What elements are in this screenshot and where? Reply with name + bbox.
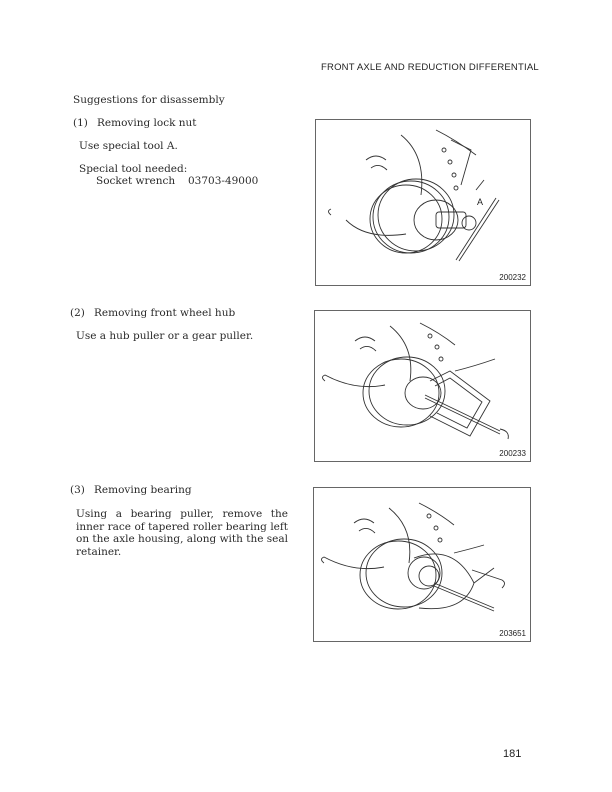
hub-puller-illustration — [315, 311, 530, 461]
figure-removing-front-wheel-hub — [314, 310, 531, 462]
step-2-text: Use a hub puller or a gear puller. — [76, 330, 254, 342]
figure-removing-lock-nut — [315, 119, 531, 286]
step-3-number: (3) — [70, 484, 85, 496]
callout-label-a: A — [477, 197, 484, 207]
tool-name: Socket wrench — [96, 175, 176, 187]
tool-part-number: 03703-49000 — [188, 175, 259, 187]
figure-number: 200233 — [499, 449, 526, 458]
step-1-number: (1) — [73, 117, 88, 129]
step-3-title: Removing bearing — [94, 484, 192, 496]
figure-number: 200232 — [499, 273, 526, 282]
figure-number: 203651 — [499, 629, 526, 638]
step-2-title: Removing front wheel hub — [94, 307, 236, 319]
hub-with-socket-wrench-illustration — [316, 120, 530, 285]
step-2-number: (2) — [70, 307, 85, 319]
step-1-title: Removing lock nut — [97, 117, 197, 129]
special-tool-heading: Special tool needed: — [79, 163, 188, 175]
figure-removing-bearing — [313, 487, 531, 642]
page-number: 181 — [503, 748, 522, 760]
bearing-puller-illustration — [314, 488, 530, 641]
section-title: Suggestions for disassembly — [73, 94, 225, 106]
running-header: FRONT AXLE AND REDUCTION DIFFERENTIAL — [321, 62, 539, 73]
step-3-text: Using a bearing puller, remove the inner race of tapered roller bearing left on the axle housing, along with the seal retainer. — [76, 508, 288, 558]
step-1-text: Use special tool A. — [79, 140, 178, 152]
